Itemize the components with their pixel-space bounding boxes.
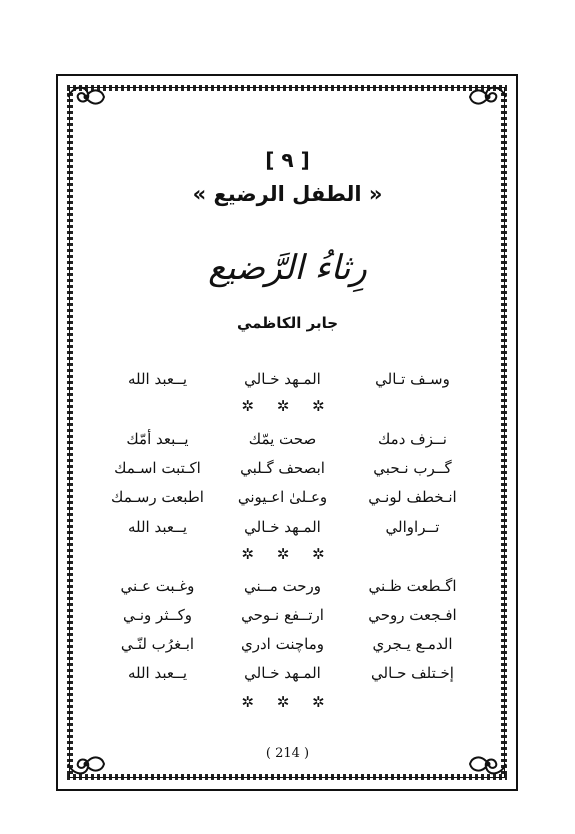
calligraphy-title: رِثاءُ الرَّضيع (208, 248, 367, 288)
verse-part-left: وكــثر ونـي (122, 606, 193, 624)
verse-part-middle: صحت يمّك (248, 430, 317, 448)
poem-line (0, 577, 575, 601)
poem-line (0, 370, 575, 394)
verse-part-right: افـجعت روحي (368, 606, 457, 624)
verse-part-middle: وعـلىٰ اعـيوني (237, 488, 328, 506)
poem-line (0, 635, 575, 659)
verse-part-right: تــراوالي (385, 518, 440, 536)
verse-part-left: يــعبد الله (127, 518, 188, 536)
verse-part-left: يــبعد أمّك (126, 430, 189, 448)
verse-part-right: نــزف دمك (378, 430, 447, 448)
poem-line (0, 606, 575, 630)
verse-part-middle: وماچنت ادري (241, 635, 324, 653)
verse-part-middle: ارتــفع نـوحي (241, 606, 324, 624)
corner-ornament-icon (64, 82, 108, 112)
verse-part-middle: المـهد خـالي (244, 370, 321, 388)
poem-line (0, 518, 575, 542)
verse-part-right: وسـف تـالي (375, 370, 450, 388)
page-number: ( 214 ) (265, 746, 310, 761)
page-title: « الطفل الرضيع » (192, 182, 383, 206)
chapter-number: [ ٩ ] (265, 148, 310, 172)
verse-part-left: ابـغرُب لنّـي (120, 635, 195, 653)
verse-part-right: انـخطف لونـي (368, 488, 457, 506)
verse-part-left: اطبعت رسـمك (111, 488, 204, 506)
poem-line (0, 488, 575, 512)
poem-line (0, 459, 575, 483)
verse-part-middle: المـهد خـالي (244, 518, 321, 536)
verse-part-right: اگـطعت ظـني (368, 577, 457, 595)
verse-part-right: گــرب نـحبي (373, 459, 452, 477)
verse-part-left: يــعبد الله (127, 370, 188, 388)
poem-line (0, 430, 575, 454)
corner-ornament-icon (466, 82, 510, 112)
verse-part-middle: ورحت مــني (243, 577, 322, 595)
verse-part-left: وغـبت عـني (120, 577, 195, 595)
verse-part-middle: المـهد خـالي (244, 664, 321, 682)
poem-line (0, 664, 575, 688)
star-separator: ✲ ✲ ✲ (241, 545, 334, 563)
verse-part-middle: ابصحف گـلبي (240, 459, 325, 477)
star-separator: ✲ ✲ ✲ (241, 397, 334, 415)
verse-part-left: يــعبد الله (127, 664, 188, 682)
poem-author: جابر الكاظمي (236, 314, 339, 332)
verse-part-right: الدمـع يـجري (372, 635, 453, 653)
verse-part-right: إخـتلف حـالي (371, 664, 454, 682)
verse-part-left: اكـتبت اسـمك (114, 459, 201, 477)
star-separator: ✲ ✲ ✲ (241, 693, 334, 711)
